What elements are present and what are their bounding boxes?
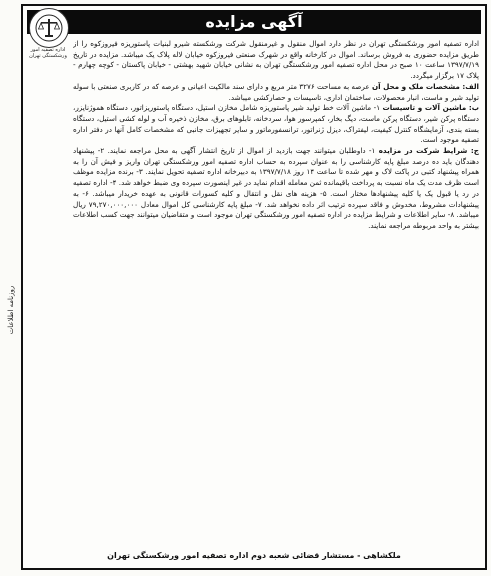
emblem-caption: اداره تصفیه امور ورشکستگی تهران (29, 47, 67, 59)
conditions-section (73, 146, 479, 232)
side-caption: روزنامه اطلاعات (7, 285, 15, 335)
conditions-text: ۱- داوطلبان میتوانند جهت بازدید از اموال از تاریخ انتشار آگهی به محل مراجعه نمایند. ۲- پیشنهاد دهندگان باید ده درصد مبلغ پایه کارشناسی را به عنوان سپرده به حساب اداره تصفیه امور ورشکستگی تهران واریز و فیش آن را به همراه پیشنهاد کتبی در پاکت لاک و مهر شده تا ساعت ۱۴ روز ۱۳۹۷/۷/۱۸ به دبیرخانه اداره تصفیه تحویل نمایند. ۳- برنده مزایده موظف است ظرف مدت یک ماه نسبت به پرداخت باقیمانده ثمن معامله اقدام نماید در غیر اینصورت سپرده وی ضبط خواهد شد. ۴- اداره تصفیه در رد یا قبول یک یا کلیه پیشنهادها مختار است. ۵- هزینه های نقل و انتقال و کلیه کسورات قانونی به عهده خریدار میباشد. ۶- به پیشنهادات مشروط، مخدوش و فاقد سپرده ترتیب اثر داده نخواهد شد. ۷- مبلغ پایه کارشناسی کل اموال معادل ۷۹,۲۷۰,۰۰۰,۰۰۰ ریال میباشد. ۸- سایر اطلاعات و شرایط مزایده در اداره تصفیه امور ورشکستگی تهران موجود است و متقاضیان میتوانند جهت کسب اطلاعات بیشتر به واحد مربوطه مراجعه نمایند. (73, 146, 479, 230)
intro-paragraph (73, 39, 479, 82)
property-section (73, 82, 479, 103)
side-strip (2, 60, 20, 560)
conditions-heading: ج: شرایط شرکت در مزایده (378, 146, 479, 156)
intro-text: اداره تصفیه امور ورشکستگی تهران در نظر دارد اموال منقول و غیرمنقول شرکت ورشکسته شیرو لبنیات پاستوریزه فیروزکوه را از طریق مزایده حضوری به فروش برساند. اموال در کارخانه واقع در شهرک صنعتی فیروزکوه خیابان لاله پلاک یک میباشد. مزایده در تاریخ ۱۳۹۷/۷/۱۹ ساعت ۱۰ صبح در محل اداره تصفیه امور ورشکستگی تهران به نشانی خیابان شهید بهشتی - خیابان پاکستان - کوچه چهارم - پلاک ۱۷ برگزار میگردد. (73, 39, 479, 81)
machinery-heading: ب: ماشین آلات و تاسیسات (382, 103, 479, 113)
machinery-text: ۱- ماشین آلات خط تولید شیر پاستوریزه شامل مخازن استیل، دستگاه پاستوریزاتور، دستگاه هموژنایزر، دستگاه پرکن شیر، دستگاه پرکن ماست، دیگ بخار، کمپرسور هوا، سردخانه، تابلوهای برق، مخازن ذخیره آب و لوله کشی استیل، دستگاه بسته بندی، آزمایشگاه کنترل کیفیت، لیفتراک، دیزل ژنراتور، ترانسفورماتور و سایر تجهیزات جانبی که مشخصات کامل آنها در دفتر اداره تصفیه موجود است. (73, 103, 479, 145)
advertisement-frame (21, 4, 487, 570)
judiciary-emblem-icon (29, 8, 69, 48)
signature-line: ملکشاهی - مستشار قضائی شعبه دوم اداره تصفیه امور ورشکستگی تهران (107, 551, 401, 560)
property-text: عرصه به مساحت ۳۲۷۶ متر مربع و دارای سند مالکیت اعیانی و عرصه که در کاربری صنعتی با سوله تولید شیر و ماست، انبار محصولات، ساختمان اداری، تاسیسات و حصارکشی میباشد. (73, 81, 479, 102)
property-heading: الف: مشخصات ملک و محل آن (371, 81, 479, 91)
machinery-section (73, 103, 479, 146)
ad-body (73, 39, 479, 548)
header-band (27, 10, 481, 34)
ad-title: آگهی مزایده (205, 12, 303, 31)
